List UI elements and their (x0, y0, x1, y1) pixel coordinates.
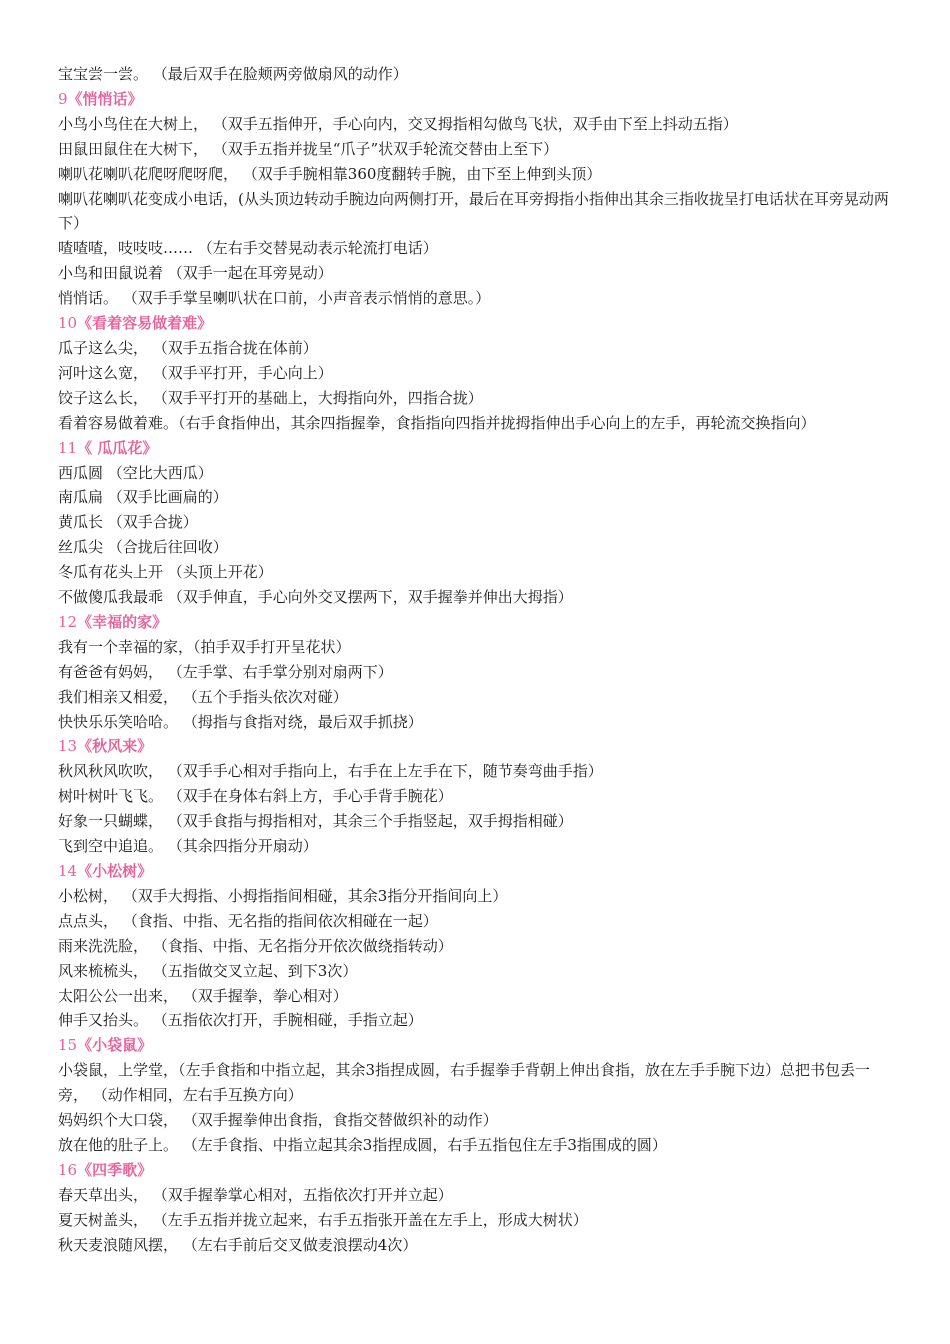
text-line: 我有一个幸福的家，（拍手双手打开呈花状） (58, 637, 351, 656)
section-title: 《小袋鼠》 (77, 1036, 153, 1055)
text-line: 喳喳喳，吱吱吱…… （左右手交替晃动表示轮流打电话） (58, 239, 438, 258)
section-title: 《 瓜瓜花》 (77, 438, 158, 457)
text-line: 喇叭花喇叭花爬呀爬呀爬， （双手手腕相靠360度翻转手腕，由下至上伸到头顶） (58, 164, 602, 183)
text-line: 伸手又抬头。 （五指依次打开，手腕相碰，手指立起） (58, 1011, 423, 1030)
section-number: 14 (58, 862, 78, 880)
section-number: 10 (58, 314, 78, 333)
section-number: 11 (58, 438, 78, 457)
text-line: 树叶树叶飞飞。 （双手在身体右斜上方，手心手背手腕花） (58, 787, 453, 806)
text-line: 风来梳梳头， （五指做交叉立起、到下3次） (58, 961, 358, 980)
text-line: 我们相亲又相爱， （五个手指头依次对碰） (58, 687, 348, 706)
document-page (58, 62, 898, 1258)
text-line: 有爸爸有妈妈， （左手掌、右手掌分别对扇两下） (58, 662, 393, 681)
text-line: 放在他的肚子上。 （左手食指、中指立起其余3指捏成圆，右手五指包住左手3指围成的圆） (58, 1135, 667, 1154)
text-line: 小松树， （双手大拇指、小拇指指间相碰，其余3指分开指间向上） (58, 886, 508, 905)
text-line: 小鸟小鸟住在大树上， （双手五指伸开，手心向内，交叉拇指相勾做鸟飞状，双手由下至上抖动五指） (58, 114, 738, 133)
text-line: 田鼠田鼠住在大树下， （双手五指并拢呈“爪子”状双手轮流交替由上至下） (58, 139, 559, 158)
section-heading (58, 610, 898, 635)
section-heading (58, 859, 898, 884)
section-title: 《看着容易做着难》 (77, 314, 213, 333)
section-number: 9 (58, 89, 68, 108)
text-line: 丝瓜尖 （合拢后往回收） (58, 538, 228, 557)
text-line: 小袋鼠，上学堂，（左手食指和中指立起，其余3指捏成圆，右手握拳手背朝上伸出食指，放在左手手腕下边）总把书包丢一旁， （动作相同，左右手互换方向） (58, 1061, 871, 1105)
section-heading (58, 87, 898, 112)
text-line: 雨来洗洗脸， （食指、中指、无名指分开依次做绕指转动） (58, 936, 453, 955)
section-heading (58, 1033, 898, 1058)
text-line: 小鸟和田鼠说着 （双手一起在耳旁晃动） (58, 264, 333, 283)
text-line: 宝宝尝一尝。 （最后双手在脸颊两旁做扇风的动作） (58, 65, 408, 83)
text-line: 点点头， （食指、中指、无名指的指间依次相碰在一起） (58, 911, 438, 930)
section-number: 15 (58, 1036, 78, 1055)
section-heading (58, 734, 898, 759)
text-line: 快快乐乐笑哈哈。 （拇指与食指对绕，最后双手抓挠） (58, 712, 423, 731)
section-title: 《幸福的家》 (77, 612, 168, 631)
text-line: 南瓜扁 （双手比画扁的） (58, 488, 228, 507)
text-line: 太阳公公一出来， （双手握拳，拳心相对） (58, 986, 348, 1005)
section-title: 《四季歌》 (77, 1160, 153, 1179)
section-heading (58, 311, 898, 336)
section-title: 《悄悄话》 (67, 89, 143, 108)
text-line: 秋天麦浪随风摆， （左右手前后交叉做麦浪摆动4次） (58, 1235, 418, 1254)
text-line: 飞到空中追追。 （其余四指分开扇动） (58, 837, 318, 856)
section-title: 《小松树》 (77, 862, 153, 880)
section-number: 13 (58, 737, 78, 756)
text-line: 河叶这么宽， （双手平打开，手心向上） (58, 363, 333, 382)
text-line: 看着容易做着难。（右手食指伸出，其余四指握拳，食指指向四指并拢拇指伸出手心向上的左手，再轮流交换指向） (58, 413, 816, 432)
section-heading (58, 436, 898, 461)
text-line: 悄悄话。 （双手手掌呈喇叭状在口前，小声音表示悄悄的意思。） (58, 289, 491, 308)
text-line: 冬瓜有花头上开 （头顶上开花） (58, 563, 273, 582)
section-heading (58, 1158, 898, 1183)
text-line: 秋风秋风吹吹， （双手手心相对手指向上，右手在上左手在下，随节奏弯曲手指） (58, 762, 603, 781)
text-line: 饺子这么长， （双手平打开的基础上，大拇指向外，四指合拢） (58, 388, 483, 407)
text-line: 春天草出头， （双手握拳掌心相对，五指依次打开并立起） (58, 1185, 453, 1204)
text-line: 妈妈织个大口袋， （双手握拳伸出食指，食指交替做织补的动作） (58, 1111, 498, 1130)
text-line: 黄瓜长 （双手合拢） (58, 513, 198, 532)
text-line: 西瓜圆 （空比大西瓜） (58, 463, 213, 482)
text-line: 好象一只蝴蝶， （双手食指与拇指相对，其余三个手指竖起，双手拇指相碰） (58, 812, 573, 831)
section-number: 16 (58, 1160, 78, 1179)
text-line: 瓜子这么尖， （双手五指合拢在体前） (58, 338, 318, 357)
section-title: 《秋风来》 (77, 737, 153, 756)
text-line: 不做傻瓜我最乖 （双手伸直，手心向外交叉摆两下，双手握拳并伸出大拇指） (58, 588, 573, 607)
text-line: 夏天树盖头， （左手五指并拢立起来，右手五指张开盖在左手上，形成大树状） (58, 1210, 588, 1229)
section-number: 12 (58, 612, 78, 631)
text-line: 喇叭花喇叭花变成小电话，(从头顶边转动手腕边向两侧打开，最后在耳旁拇指小指伸出其余三指收拢呈打电话状在耳旁晃动两下） (58, 189, 889, 233)
